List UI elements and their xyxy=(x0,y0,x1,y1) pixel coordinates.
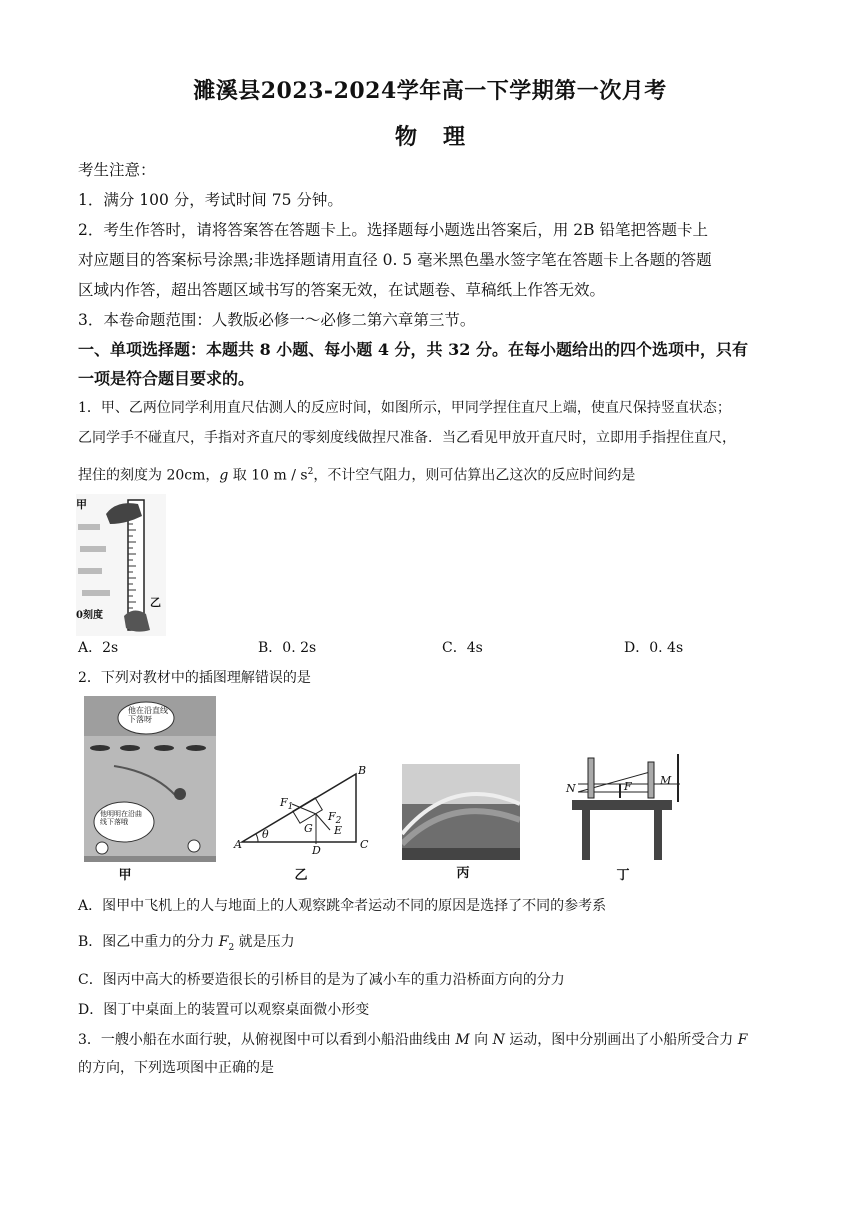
q3-line-1-pre: 3．一艘小船在水面行驶，从俯视图中可以看到小船沿曲线由 xyxy=(78,1032,456,1048)
incline-label-e: E xyxy=(334,824,343,837)
q3-line-1-mid: 向 xyxy=(469,1032,493,1048)
exam-title: 濉溪县2023-2024学年高一下学期第一次月考 xyxy=(193,78,667,104)
exponent: 2 xyxy=(307,467,314,477)
caption-bing: 丙 xyxy=(456,866,470,881)
f1-subscript: 1 xyxy=(287,802,294,813)
f2-symbol: F xyxy=(218,934,229,950)
q1-line-1: 1．甲、乙两位同学利用直尺估测人的反应时间，如图所示，甲同学捏住直尺上端，使直尺保持竖直状态； xyxy=(78,400,731,416)
caption-jia: 甲 xyxy=(118,868,132,883)
q2-option-d: D．图丁中桌面上的装置可以观察桌面微小形变 xyxy=(78,1002,370,1018)
q1-line-2: 乙同学手不碰直尺，手指对齐直尺的零刻度线做捏尺准备．当乙看见甲放开直尺时，立即用手指捏住直尺， xyxy=(78,430,736,446)
q2-option-b xyxy=(78,932,788,958)
label-jia: 甲 xyxy=(76,498,87,511)
figure-yi-incline xyxy=(232,716,382,862)
q1-option-c: C．4s xyxy=(442,640,483,656)
q2-stem: 2．下列对教材中的插图理解错误的是 xyxy=(78,670,311,686)
q3-line-1 xyxy=(78,1030,788,1050)
subject-title: 物理 xyxy=(394,124,491,150)
figure-ding-mirror-table xyxy=(560,744,684,862)
q1-line-3 xyxy=(78,462,788,486)
incline-label-theta: θ xyxy=(262,828,269,841)
incline-label-f1 xyxy=(280,796,293,812)
caption-yi: 乙 xyxy=(294,868,308,883)
notice-item-2b: 对应题目的答案标号涂黑;非选择题请用直径 0. 5 毫米黑色墨水签字笔在答题卡上各题的答题 xyxy=(78,251,712,269)
q2-option-c: C．图丙中高大的桥要造很长的引桥目的是为了减小车的重力沿桥面方向的分力 xyxy=(78,972,565,988)
notice-item-3: 3．本卷命题范围：人教版必修一～必修二第六章第三节。 xyxy=(78,311,476,329)
q1-option-b: B．0. 2s xyxy=(258,640,317,656)
q2-option-b-pre: B．图乙中重力的分力 xyxy=(78,934,219,950)
q1-line-3-post: ，不计空气阻力，则可估算出乙这次的反应时间约是 xyxy=(313,467,636,484)
notice-heading: 考生注意： xyxy=(78,161,156,179)
mirror-label-n: N xyxy=(566,782,576,795)
incline-label-a: A xyxy=(234,838,242,851)
bubble-top-text: 他在沿直线下落呀 xyxy=(128,706,168,724)
f2-subscript: 2 xyxy=(335,816,342,827)
q2-option-b-post: 就是压力 xyxy=(234,934,295,950)
notice-item-2c: 区域内作答，超出答题区域书写的答案无效，在试题卷、草稿纸上作答无效。 xyxy=(78,281,606,299)
f-symbol: F xyxy=(737,1032,748,1048)
m-symbol: M xyxy=(455,1032,470,1048)
incline-label-d: D xyxy=(312,844,321,857)
bubble-bottom-text: 他明明在沿曲线下落哦 xyxy=(100,810,142,826)
figure-bing-bridge xyxy=(402,764,520,860)
section-1-heading-b: 一项是符合题目要求的。 xyxy=(78,369,255,388)
ruler-figure xyxy=(76,494,166,636)
caption-ding: 丁 xyxy=(616,868,630,883)
q2-option-a: A．图甲中飞机上的人与地面上的人观察跳伞者运动不同的原因是选择了不同的参考系 xyxy=(78,898,607,914)
incline-label-g: G xyxy=(304,822,313,835)
incline-label-f2 xyxy=(328,810,341,826)
q1-line-3-pre: 捏住的刻度为 20cm， xyxy=(78,467,220,484)
section-1-heading-a: 一、单项选择题：本题共 8 小题、每小题 4 分，共 32 分。在每小题给出的四个选项中，只有 xyxy=(78,340,748,359)
q3-line-2: 的方向，下列选项图中正确的是 xyxy=(78,1060,274,1076)
n-symbol: N xyxy=(492,1032,505,1048)
q1-option-d: D．0. 4s xyxy=(624,640,684,656)
label-zero-mark: 0刻度 xyxy=(76,610,103,621)
f2-letter: F xyxy=(328,810,336,823)
mirror-label-f: F xyxy=(624,780,632,793)
q3-line-1-post: 运动，图中分别画出了小船所受合力 xyxy=(504,1032,738,1048)
q1-line-3-mid: 取 10 m / s xyxy=(228,467,308,484)
q1-option-a: A．2s xyxy=(78,640,119,656)
mirror-label-m: M xyxy=(660,774,672,787)
figure-jia-parachute xyxy=(84,696,216,862)
f1-letter: F xyxy=(280,796,288,809)
label-yi: 乙 xyxy=(150,596,161,609)
notice-item-2a: 2．考生作答时，请将答案答在答题卡上。选择题每小题选出答案后，用 2B 铅笔把答题卡上 xyxy=(78,221,708,239)
g-symbol: g xyxy=(219,467,229,484)
incline-label-c: C xyxy=(360,838,369,851)
f2-subscript-text: 2 xyxy=(228,942,235,953)
incline-label-b: B xyxy=(358,764,367,777)
notice-item-1: 1．满分 100 分，考试时间 75 分钟。 xyxy=(78,191,343,209)
